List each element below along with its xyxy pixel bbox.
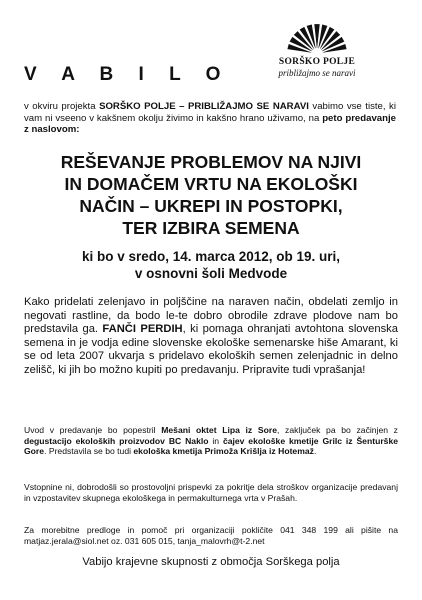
lecture-label: peto predavanje z naslovom:	[24, 112, 396, 136]
lecture-title	[18, 151, 404, 239]
logo-ray	[314, 24, 319, 48]
speaker-name: FANČI PERDIH	[102, 323, 183, 336]
admission-paragraph: Vstopnine ni, dobrodošli so prostovoljni prispevki za pokritje dela stroškov organizacije predavanj in vzpostavitev skupnega ekološkega in permakulturnega vrta v Prašah.	[24, 482, 398, 503]
lecture-title-line: IN DOMAČEM VRTU NA EKOLOŠKI	[64, 174, 358, 194]
lecture-title-line: TER IZBIRA SEMENA	[122, 218, 300, 238]
intro-paragraph	[24, 101, 396, 136]
description-text-2: , ki pomaga ohranjati avtohtona slovenska semena in je vodja edine slovenske ekološke semenarske hiše Amarant, ki se od leta 2007 ukvarja s pridelavo ekoloških semen zelenjadnic in delno zelišč, ki jih bo možno kupiti po predavanju. Pripravite tudi vprašanja!	[24, 323, 398, 376]
choir-name: Mešani oktet Lipa iz Sore	[161, 425, 277, 435]
description-paragraph	[24, 296, 398, 378]
tasting-name: degustacijo ekoloških proizvodov BC Naklo	[24, 435, 209, 446]
lecture-title-line: NAČIN – UKREPI IN POSTOPKI,	[79, 196, 343, 216]
program-paragraph	[24, 425, 398, 457]
logo	[262, 22, 372, 92]
intro-text: v okviru projekta	[24, 101, 100, 112]
tea-farm-name: čajev ekološke kmetije Grilc iz Šenturške Gore	[24, 435, 398, 457]
event-date-location	[18, 248, 404, 282]
lecture-title-line: REŠEVANJE PROBLEMOV NA NJIVI	[60, 152, 362, 172]
organizers-line: Vabijo krajevne skupnosti z območja Sorškega polja	[82, 556, 340, 568]
program-text-2: , zaključek pa bo začinjen z	[277, 425, 398, 435]
sunburst-logo-icon	[282, 22, 352, 54]
program-text-3: in	[208, 435, 223, 446]
contact-paragraph: Za morebitne predloge in pomoč pri organizaciji pokličite 041 348 199 ali pišite na matjaz.jerala@siol.net oz. 031 605 015, tanja_malovrh@t-2.net	[24, 525, 398, 546]
program-text-5: .	[313, 446, 317, 457]
project-name: SORŠKO POLJE – PRIBLIŽAJMO SE NARAVI	[99, 101, 309, 112]
invitation-title: V A B I L O	[24, 64, 231, 85]
description-text: Kako pridelati zelenjavo in poljščine na naraven način, obdelati zemljo in negovati rastline, da bodo le-te dobro obrodile zdrave plodove nam bo predstavila ga.	[24, 296, 398, 336]
event-location: v osnovni šoli Medvode	[134, 266, 288, 281]
logo-tagline: približajmo se naravi	[278, 68, 356, 78]
program-text-4: . Predstavila se bo tudi	[44, 446, 134, 457]
program-text: Uvod v predavanje bo popestril	[24, 425, 162, 435]
logo-name: SORŠKO POLJE	[278, 57, 356, 67]
intro-text-2: vabimo vse tiste, ki vam ni vseeno v kakšnem okolju živimo in kakšno hrano uživamo, na	[24, 101, 396, 124]
farm-name: ekološka kmetija Primoža Krišlja iz Hotemaž	[133, 446, 314, 457]
event-date: ki bo v sredo, 14. marca 2012, ob 19. uri,	[81, 249, 341, 264]
